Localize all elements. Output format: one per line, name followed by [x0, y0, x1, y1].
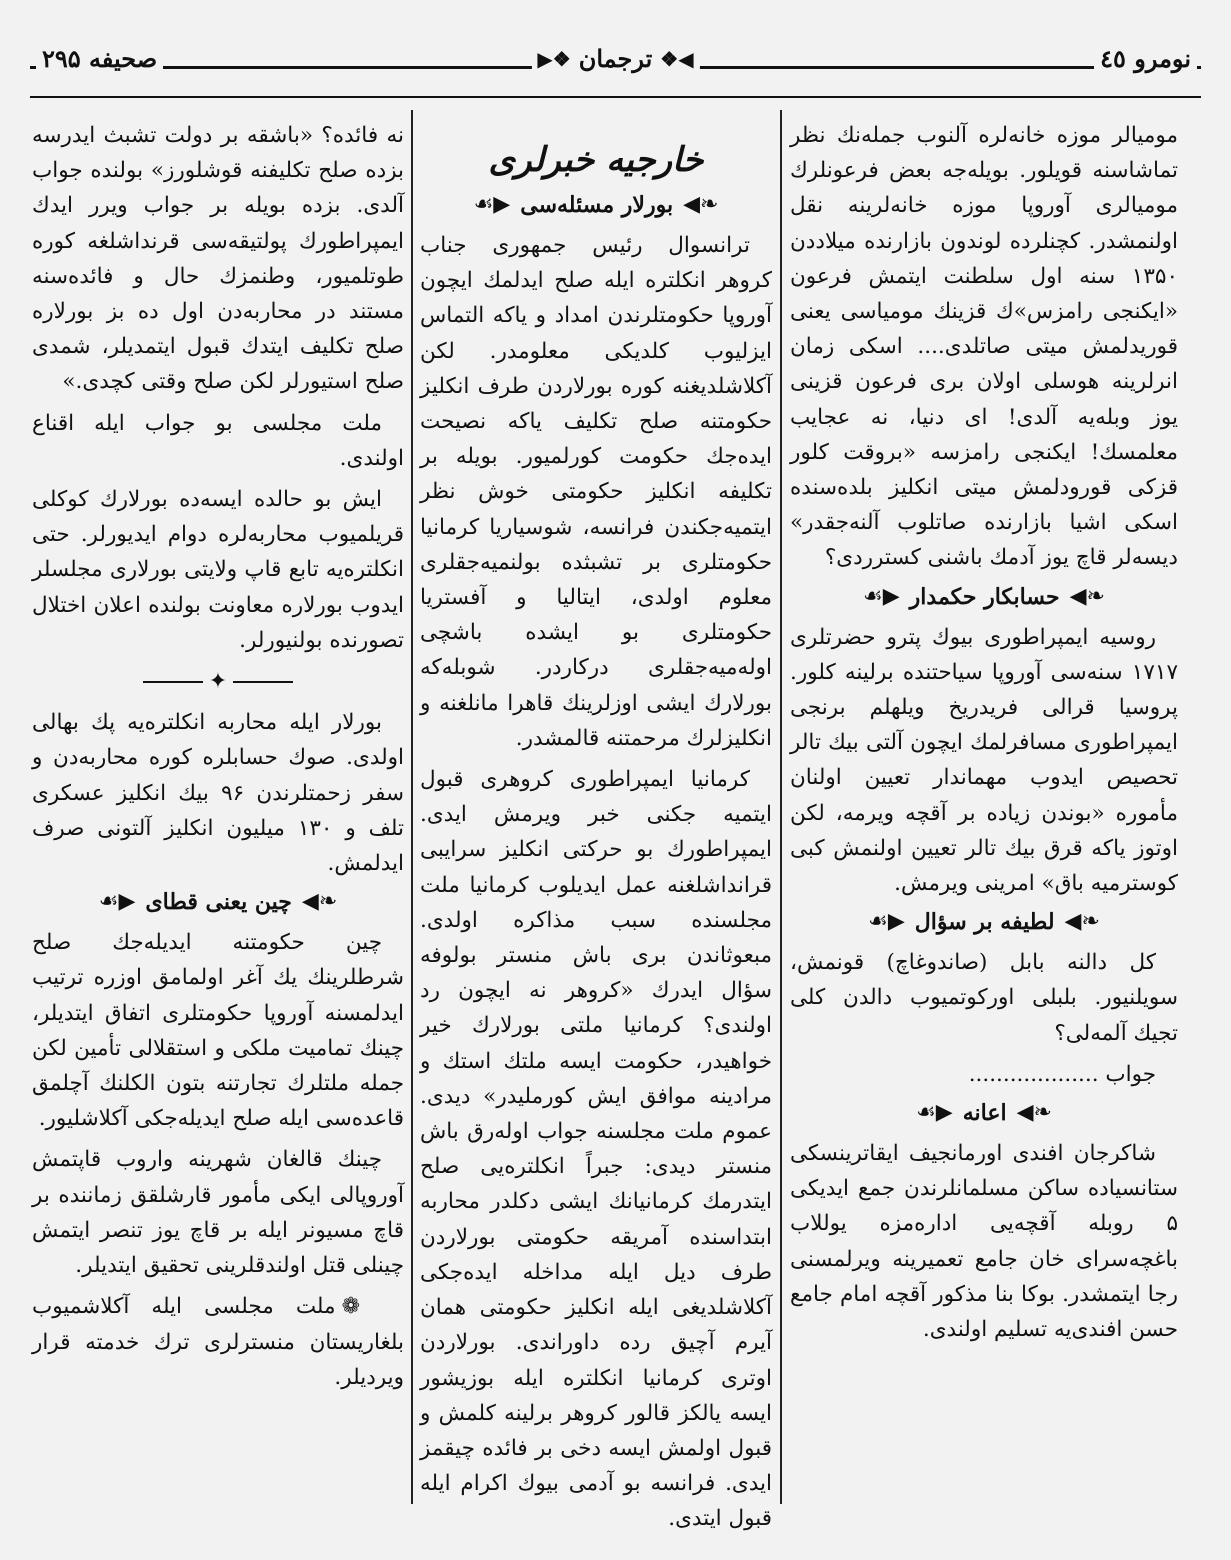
star-icon: ✦ [208, 669, 228, 695]
section-heading [790, 907, 1178, 937]
article-paragraph: نه فائده؟ «باشقه بر دولت تشبث ایدرسه بزده صلح تکلیفنه قوشلورز» بولنده جواب آلدی. بزده بویله بر جواب ویرر ایدك ایمپراطورك پولتیقه‌سی قرنداشلغه کوره طوتلمیور، وطنمزك حال و فائده‌سنه مستند در محاربه‌دن اول ده بز بورلاره صلح تکلیف ایتدك قبول ایتمدیلر، شمدی صلح استیورلر لکن صلح وقتی کچدی.» [32, 123, 404, 395]
section-heading [32, 887, 404, 917]
ornament-icon: ☙▶ [473, 192, 511, 217]
section-heading-text: حسابکار حکمدار [909, 583, 1060, 610]
ornament-icon: ☙▶ [863, 583, 900, 609]
ornament-icon: ☙▶ [868, 909, 905, 935]
article-paragraph: کرمانیا ایمپراطوری کروهری قبول ایتمیه جکنی خبر ویرمش ایدی. ایمپراطورك بو حرکتی انکلیز سرایبی قرانداشلغنه عمل ایدیلوب کرمانیا ملت مجلسنده سبب مذاکره اولدی. مبعوثاندن بری باش منستر بولوفه سؤال ایدرك «کروهر نه ایچون رد اولندی؟ کرمانیا ملتی بورلارك خیر خواهیدر، حکومت ایسه ملتك استك و مرادینه موافق ایش کورملیدر» دیدی. عموم ملت مجلسنه جواب اوله‌رق باش منستر دیدی: جبراً انکلتره‌یی صلح ایتدرمك کرمانیانك ایشی دکلدر محاربه ابتداسنده آمریقه حکومتی بورلاردن طرف دیل ایله مداخله ایده‌جکی آکلاشلدیغی ایله انکلیز حکومتی همان آیرم آچیق رده داوراندی. بورلاردن اوتری کرمانیا انکلتره ایله بوزیشور ایسه یالکز قالور کروهر برلینه کلمش و قبول اولمش ایسه دخی بر فائده چیقمز ایدی. فرانسه بو آدمی بیوك اکرام ایله قبول ایتدی. [420, 767, 772, 1532]
section-title: خارجیه خبرلری [488, 140, 704, 180]
ornament-icon: ❖▶ [537, 46, 571, 71]
separator-line [143, 681, 203, 683]
header-rule-bottom [30, 96, 1201, 98]
separator [32, 664, 404, 699]
column-left [32, 118, 404, 1512]
section-heading-text: بورلار مسئله‌سی [520, 192, 674, 218]
newspaper-title [531, 44, 699, 73]
section-heading-text: لطیفه بر سؤال [914, 909, 1055, 936]
article-paragraph: روسیه ایمپراطوری بیوك پترو حضرتلری ۱۷۱۷ سنه‌سی آوروپا سیاحتنده برلینه کلور. پروسیا قرالی فریدریخ ویلهلم برنجی ایمپراطوری مسافرلمك ایچون آلتی بیك تالر تحصیص ایدوب مهماندار تعیین اولنان مأموره «بوندن زیاده بر آقچه ویرمه، لکن اوتوز یاکه قرق بیك تالر تعیین اولنمش کبی کوسترمیه باق» امرینی ویرمش. [790, 624, 1178, 897]
article-paragraph: چین حکومتنه ایدیله‌جك صلح شرطلرینك یك آغر اولمامق اوزره ترتیب ایدلمسنه آوروپا حکومتلری اتفاق ایتدیلر، چینك تمامیت ملکی و استقلالی تأمین لکن جمله ملتلرك تجارتنه بتون الکلنك آچلمق قاعده‌سی ایله صلح ایدیله‌جکی آکلاشلیور. [32, 930, 404, 1132]
section-heading [790, 1098, 1178, 1128]
article-paragraph: چینك قالغان شهرینه واروب قاپتمش آوروپالی ایکی مأمور قارشلقق زماننده بر قاچ مسیونر ایله بر قاچ یوز تنصر ایتمش چینلی قتل اولندقلرینی تحقیق ایتدیلر. [32, 1147, 404, 1279]
ornament-icon: ◀❖ [660, 46, 694, 71]
section-heading-text: چین یعنی قطای [145, 889, 292, 916]
article-paragraph: شاکرجان افندی اورمانجیف ایقاترینسکی ستانسیاده ساکن مسلمانلرندن جمع ایدیکی ۵ روبله آقچه‌یی اداره‌مزه یوللاب باغچه‌سرای خان جامع تعمیرینه ویرلمسنی رجا ایتمشدر. بوکا بنا مذکور آقچه امام جامع حسن افندی‌یه تسلیم اولندی. [790, 1141, 1178, 1343]
ornament-icon: ◀❧ [1069, 583, 1105, 609]
newspaper-title-text: ترجمان [578, 44, 653, 73]
separator-line [233, 681, 293, 683]
column-middle [420, 118, 772, 1532]
ornament-icon: ◀❧ [1016, 1100, 1052, 1126]
article-paragraph: مومیالر موزه خانه‌لره آلنوب جمله‌نك نظر تماشاسنه قویلور. بویله‌جه بعض فرعونلرك مومیالری آوروپا موزه خانه‌لرینه نقل اولنمشدر. کچنلرده لوندون بازارنده میلاددن ۱۳۵۰ سنه اول سلطنت ایتمش فرعون «ایکنجی رامزس»ك قزینك مومیاسی یعنی قوریدلمش میتی صاتلدی.... اسکی زمان انرلرینه هوسلی اولان بری فرعون قزینی یوز وبله‌یه آلدی! ای دنیا، نه عجایب معلمسك! ایکنجی رامزسه «بروقت کلور قزکی قورودلمش میتی انکلیز بلده‌سنده اسکی اشیا بازارنده صاتلوب آلنه‌جقدر» دیسه‌لر قاچ یوز آدمك باشنی کسترردی؟ [790, 123, 1178, 571]
column-right [790, 118, 1178, 1512]
article-paragraph: کل دالنه بابل (صاندوغاچ) قونمش، سویلنیور. بلبلی اورکوتمیوب دالدن کلی تجیك آلمه‌لی؟ [790, 950, 1178, 1046]
issue-number: نومرو ٤٥ [1094, 44, 1197, 73]
ornament-icon: ◀❧ [301, 889, 338, 915]
page-header [30, 38, 1201, 108]
ornament-icon: ◀❧ [683, 192, 719, 217]
article-paragraph-text: ملت مجلسی ایله آکلاشمیوب بلغاریستان منسترلری ترك خدمته قرار ویردیلر. [32, 1294, 404, 1390]
article-paragraph: ملت مجلسی بو جواب ایله اقناع اولندی. [32, 410, 404, 471]
section-heading [420, 190, 772, 220]
answer-line: جواب ................... [968, 1061, 1156, 1087]
column-divider [780, 110, 782, 1504]
article-paragraph [32, 1289, 404, 1395]
page-number: صحیفه ۲۹۵ [36, 44, 163, 73]
ornament-icon: ☙▶ [916, 1100, 953, 1126]
ornament-icon: ◀❧ [1064, 909, 1100, 935]
section-heading [790, 582, 1178, 612]
article-paragraph: ترانسوال رئیس جمهوری جناب کروهر انکلتره ایله صلح ایدلمك ایچون آوروپا حکومتلرندن امداد و یاکه التماس ایزلیوب کلدیکی معلومدر. لکن آکلاشلدیغنه کوره بورلاردن طرف انکلیز حکومتنه صلح تکلیف یاکه نصیحت ایده‌جك حکومت کورلمیور. بویله بر تکلیفه انکلیز حکومتی خوش نظر ایتمیه‌جکندن فرانسه، شوسیاریا کرمانیا حکومتلری بر تشبثده بولنمیه‌جقلری معلوم اولدی، ایتالیا و آفستریا حکومتلری بو ایشده باشچی اوله‌میه‌جقلری درکاردر. شوبله‌که بورلارك ایشی اوزلرینك قاهرا مانلغنه و انکلیزلرك مرحمتنه قالمشدر. [420, 233, 772, 751]
section-heading-text: اعانه [962, 1100, 1007, 1127]
ornament-icon: ☙▶ [98, 889, 136, 915]
article-paragraph: ایش بو حالده ایسه‌ده بورلارك کوکلی قریلمیوب محاربه‌لره دوام ایدیورلر. حتی انکلتره‌یه تابع قاپ ولایتی بورلاری مجلسلر ایدوب بورلاره معاونت بولنده اعلان اختلال تصورنده بولنیورلر. [32, 487, 404, 653]
column-divider [411, 110, 413, 1504]
article-paragraph: بورلار ایله محاربه انکلتره‌یه پك بهالی اولدی. صوك حسابلره کوره محاربه‌دن و سفر زحمتلرندن ۹۶ بیك انکلیز عسکری تلف و ۱۳۰ میلیون انکلیز آلتونی صرف ایدلمش. [32, 710, 404, 877]
bullet-icon: ❁ [341, 1294, 360, 1320]
